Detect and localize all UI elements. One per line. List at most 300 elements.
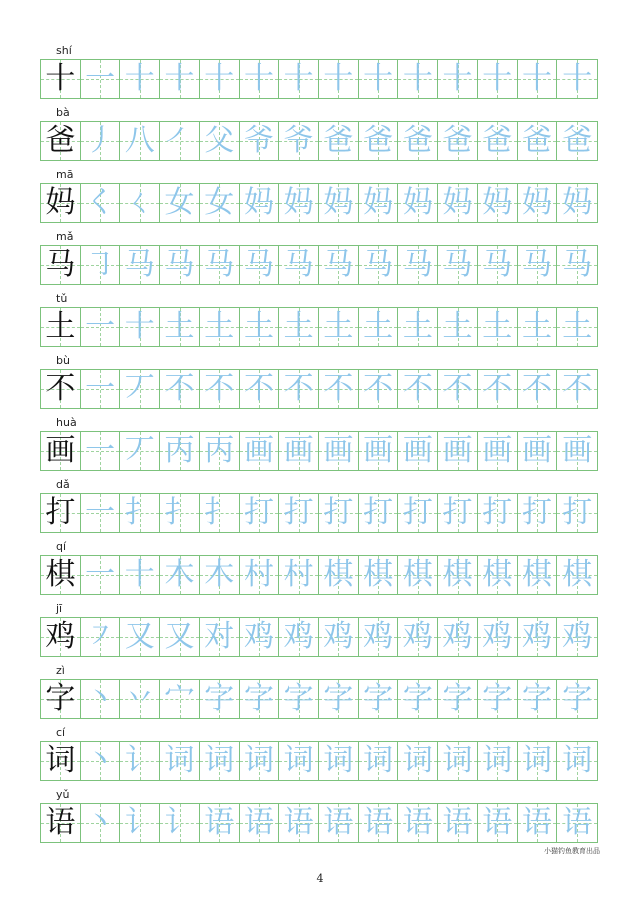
- trace-cell: [200, 184, 240, 222]
- trace-cell: [557, 184, 597, 222]
- stroke-order-character: 打: [402, 495, 433, 530]
- trace-cell: [359, 432, 399, 470]
- trace-cell: [478, 742, 518, 780]
- publisher-credit: 小猫钓鱼教育出品: [544, 847, 600, 855]
- trace-cell: [438, 184, 478, 222]
- trace-cell: [518, 804, 558, 842]
- model-cell: [41, 494, 81, 532]
- trace-cell: [200, 742, 240, 780]
- trace-cell: [279, 618, 319, 656]
- stroke-order-character: 丆: [124, 433, 155, 468]
- tianzige-grid: [40, 245, 598, 285]
- trace-cell: [438, 308, 478, 346]
- stroke-order-character: 讠: [164, 805, 195, 840]
- stroke-order-character: 棋: [323, 557, 354, 592]
- stroke-order-character: 女: [164, 185, 195, 220]
- trace-cell: [518, 742, 558, 780]
- trace-cell: [200, 494, 240, 532]
- stroke-order-character: 画: [521, 433, 552, 468]
- stroke-order-character: 打: [482, 495, 513, 530]
- stroke-order-character: 字: [323, 681, 354, 716]
- trace-cell: [478, 494, 518, 532]
- trace-cell: [240, 308, 280, 346]
- tianzige-grid: [40, 493, 598, 533]
- trace-cell: [557, 680, 597, 718]
- stroke-order-character: 十: [164, 61, 195, 96]
- stroke-order-character: 鸡: [243, 619, 274, 654]
- stroke-order-character: 打: [283, 495, 314, 530]
- tianzige-grid: [40, 679, 598, 719]
- stroke-order-character: 丶: [85, 743, 116, 778]
- trace-cell: [240, 60, 280, 98]
- trace-cell: [319, 308, 359, 346]
- trace-cell: [160, 60, 200, 98]
- stroke-order-character: 一: [85, 309, 116, 344]
- stroke-order-character: 妈: [363, 185, 394, 220]
- stroke-order-character: 村: [283, 557, 314, 592]
- trace-cell: [160, 370, 200, 408]
- stroke-order-character: 一: [85, 433, 116, 468]
- practice-row: [40, 292, 600, 350]
- stroke-order-character: 不: [521, 371, 552, 406]
- trace-cell: [319, 122, 359, 160]
- trace-cell: [160, 432, 200, 470]
- stroke-order-character: 棋: [402, 557, 433, 592]
- tianzige-grid: [40, 59, 598, 99]
- trace-cell: [518, 122, 558, 160]
- stroke-order-character: 词: [283, 743, 314, 778]
- trace-cell: [279, 742, 319, 780]
- stroke-order-character: 马: [363, 247, 394, 282]
- trace-cell: [81, 556, 121, 594]
- stroke-order-character: 妈: [521, 185, 552, 220]
- trace-cell: [120, 556, 160, 594]
- trace-cell: [359, 60, 399, 98]
- stroke-order-character: 语: [323, 805, 354, 840]
- trace-cell: [120, 680, 160, 718]
- stroke-order-character: 十: [323, 61, 354, 96]
- stroke-order-character: 打: [442, 495, 473, 530]
- stroke-order-character: 十: [482, 61, 513, 96]
- stroke-order-character: 画: [323, 433, 354, 468]
- trace-cell: [200, 308, 240, 346]
- trace-cell: [478, 804, 518, 842]
- pinyin-label: huà: [56, 416, 77, 429]
- stroke-order-character: 土: [562, 309, 593, 344]
- trace-cell: [160, 680, 200, 718]
- practice-row: [40, 44, 600, 102]
- tianzige-grid: [40, 555, 598, 595]
- trace-cell: [81, 804, 121, 842]
- trace-cell: [557, 308, 597, 346]
- trace-cell: [398, 246, 438, 284]
- practice-row: [40, 230, 600, 288]
- trace-cell: [398, 618, 438, 656]
- trace-cell: [279, 184, 319, 222]
- stroke-order-character: 妈: [562, 185, 593, 220]
- trace-cell: [279, 680, 319, 718]
- trace-cell: [120, 122, 160, 160]
- stroke-order-character: 不: [164, 371, 195, 406]
- stroke-order-character: ㇇: [85, 619, 116, 654]
- tianzige-grid: [40, 307, 598, 347]
- stroke-order-character: 父: [204, 123, 235, 158]
- trace-cell: [319, 494, 359, 532]
- trace-cell: [438, 618, 478, 656]
- trace-cell: [518, 494, 558, 532]
- stroke-order-character: 字: [204, 681, 235, 716]
- trace-cell: [478, 680, 518, 718]
- trace-cell: [359, 742, 399, 780]
- stroke-order-character: 十: [124, 61, 155, 96]
- stroke-order-character: 土: [521, 309, 552, 344]
- trace-cell: [518, 60, 558, 98]
- trace-cell: [438, 122, 478, 160]
- trace-cell: [438, 804, 478, 842]
- stroke-order-character: 字: [402, 681, 433, 716]
- stroke-order-character: 不: [442, 371, 473, 406]
- stroke-order-character: 村: [243, 557, 274, 592]
- trace-cell: [120, 370, 160, 408]
- stroke-order-character: 爸: [363, 123, 394, 158]
- stroke-order-character: 妈: [482, 185, 513, 220]
- stroke-order-character: 八: [124, 123, 155, 158]
- pinyin-label: jī: [56, 602, 63, 615]
- trace-cell: [240, 370, 280, 408]
- stroke-order-character: 棋: [482, 557, 513, 592]
- stroke-order-character: 不: [562, 371, 593, 406]
- trace-cell: [160, 184, 200, 222]
- model-character: 妈: [45, 185, 76, 220]
- trace-cell: [518, 556, 558, 594]
- trace-cell: [279, 804, 319, 842]
- stroke-order-character: ㇒: [164, 123, 195, 158]
- trace-cell: [200, 246, 240, 284]
- trace-cell: [81, 680, 121, 718]
- practice-row: [40, 726, 600, 784]
- stroke-order-character: 又: [164, 619, 195, 654]
- stroke-order-character: 对: [204, 619, 235, 654]
- trace-cell: [160, 804, 200, 842]
- stroke-order-character: 不: [402, 371, 433, 406]
- tianzige-grid: [40, 803, 598, 843]
- trace-cell: [557, 122, 597, 160]
- stroke-order-character: 马: [164, 247, 195, 282]
- stroke-order-character: 十: [243, 61, 274, 96]
- stroke-order-character: 词: [562, 743, 593, 778]
- trace-cell: [200, 122, 240, 160]
- stroke-order-character: 妈: [243, 185, 274, 220]
- pinyin-label: dǎ: [56, 478, 70, 491]
- trace-cell: [319, 246, 359, 284]
- stroke-order-character: 字: [562, 681, 593, 716]
- trace-cell: [438, 246, 478, 284]
- trace-cell: [81, 618, 121, 656]
- trace-cell: [120, 60, 160, 98]
- trace-cell: [557, 246, 597, 284]
- stroke-order-character: 妈: [402, 185, 433, 220]
- trace-cell: [240, 246, 280, 284]
- stroke-order-character: 丶: [85, 805, 116, 840]
- trace-cell: [240, 618, 280, 656]
- model-cell: [41, 618, 81, 656]
- trace-cell: [319, 742, 359, 780]
- stroke-order-character: 字: [521, 681, 552, 716]
- stroke-order-character: 鸡: [283, 619, 314, 654]
- stroke-order-character: 语: [482, 805, 513, 840]
- model-cell: [41, 60, 81, 98]
- trace-cell: [518, 246, 558, 284]
- stroke-order-character: 扌: [164, 495, 195, 530]
- stroke-order-character: 字: [363, 681, 394, 716]
- trace-cell: [478, 246, 518, 284]
- model-cell: [41, 804, 81, 842]
- stroke-order-character: 语: [521, 805, 552, 840]
- trace-cell: [81, 494, 121, 532]
- stroke-order-character: 扌: [124, 495, 155, 530]
- stroke-order-character: 打: [521, 495, 552, 530]
- trace-cell: [557, 742, 597, 780]
- trace-cell: [518, 432, 558, 470]
- stroke-order-character: 又: [124, 619, 155, 654]
- trace-cell: [240, 680, 280, 718]
- model-character: 画: [45, 433, 76, 468]
- stroke-order-character: 棋: [521, 557, 552, 592]
- stroke-order-character: 讠: [124, 743, 155, 778]
- stroke-order-character: 土: [283, 309, 314, 344]
- trace-cell: [240, 432, 280, 470]
- trace-cell: [478, 184, 518, 222]
- stroke-order-character: 语: [562, 805, 593, 840]
- trace-cell: [200, 370, 240, 408]
- model-character: 棋: [45, 557, 76, 592]
- stroke-order-character: 十: [442, 61, 473, 96]
- stroke-order-character: 丷: [124, 681, 155, 716]
- trace-cell: [398, 370, 438, 408]
- stroke-order-character: 马: [521, 247, 552, 282]
- trace-cell: [240, 742, 280, 780]
- tianzige-grid: [40, 121, 598, 161]
- trace-cell: [120, 742, 160, 780]
- trace-cell: [359, 122, 399, 160]
- trace-cell: [200, 556, 240, 594]
- trace-cell: [557, 60, 597, 98]
- stroke-order-character: 语: [363, 805, 394, 840]
- trace-cell: [438, 556, 478, 594]
- stroke-order-character: 爸: [521, 123, 552, 158]
- trace-cell: [438, 742, 478, 780]
- stroke-order-character: 词: [164, 743, 195, 778]
- trace-cell: [160, 494, 200, 532]
- trace-cell: [359, 308, 399, 346]
- stroke-order-character: 字: [482, 681, 513, 716]
- stroke-order-character: 画: [283, 433, 314, 468]
- trace-cell: [557, 804, 597, 842]
- trace-cell: [518, 184, 558, 222]
- stroke-order-character: 马: [402, 247, 433, 282]
- model-character: 词: [45, 743, 76, 778]
- stroke-order-character: 女: [204, 185, 235, 220]
- model-character: 十: [45, 61, 76, 96]
- stroke-order-character: 棋: [562, 557, 593, 592]
- stroke-order-character: 土: [363, 309, 394, 344]
- trace-cell: [120, 308, 160, 346]
- stroke-order-character: 十: [402, 61, 433, 96]
- stroke-order-character: 词: [482, 743, 513, 778]
- trace-cell: [200, 618, 240, 656]
- trace-cell: [557, 618, 597, 656]
- stroke-order-character: ㄑ: [124, 185, 155, 220]
- trace-cell: [81, 122, 121, 160]
- stroke-order-character: 鸡: [521, 619, 552, 654]
- trace-cell: [557, 494, 597, 532]
- stroke-order-character: 语: [204, 805, 235, 840]
- trace-cell: [518, 308, 558, 346]
- stroke-order-character: 爸: [442, 123, 473, 158]
- stroke-order-character: 木: [204, 557, 235, 592]
- page-number: 4: [316, 872, 324, 885]
- trace-cell: [240, 184, 280, 222]
- trace-cell: [319, 184, 359, 222]
- trace-cell: [398, 804, 438, 842]
- stroke-order-character: 十: [204, 61, 235, 96]
- practice-row: [40, 354, 600, 412]
- trace-cell: [120, 184, 160, 222]
- stroke-order-character: 词: [402, 743, 433, 778]
- trace-cell: [478, 308, 518, 346]
- trace-cell: [279, 308, 319, 346]
- trace-cell: [200, 680, 240, 718]
- trace-cell: [478, 60, 518, 98]
- trace-cell: [398, 432, 438, 470]
- stroke-order-character: 词: [442, 743, 473, 778]
- stroke-order-character: 十: [363, 61, 394, 96]
- trace-cell: [81, 246, 121, 284]
- trace-cell: [398, 680, 438, 718]
- stroke-order-character: 打: [243, 495, 274, 530]
- stroke-order-character: 木: [164, 557, 195, 592]
- stroke-order-character: 语: [442, 805, 473, 840]
- stroke-order-character: 词: [521, 743, 552, 778]
- stroke-order-character: 土: [323, 309, 354, 344]
- stroke-order-character: 字: [243, 681, 274, 716]
- trace-cell: [81, 308, 121, 346]
- trace-cell: [240, 122, 280, 160]
- trace-cell: [120, 494, 160, 532]
- stroke-order-character: 不: [482, 371, 513, 406]
- model-character: 字: [45, 681, 76, 716]
- trace-cell: [557, 556, 597, 594]
- stroke-order-character: 画: [243, 433, 274, 468]
- stroke-order-character: 爸: [402, 123, 433, 158]
- stroke-order-character: 妈: [442, 185, 473, 220]
- stroke-order-character: 画: [562, 433, 593, 468]
- trace-cell: [398, 308, 438, 346]
- trace-cell: [240, 804, 280, 842]
- stroke-order-character: 爸: [323, 123, 354, 158]
- trace-cell: [279, 432, 319, 470]
- practice-row: [40, 106, 600, 164]
- stroke-order-character: 不: [243, 371, 274, 406]
- stroke-order-character: 土: [442, 309, 473, 344]
- trace-cell: [160, 308, 200, 346]
- trace-cell: [398, 494, 438, 532]
- trace-cell: [120, 618, 160, 656]
- trace-cell: [81, 60, 121, 98]
- tianzige-grid: [40, 431, 598, 471]
- trace-cell: [81, 432, 121, 470]
- trace-cell: [359, 804, 399, 842]
- model-cell: [41, 184, 81, 222]
- stroke-order-character: 妈: [283, 185, 314, 220]
- practice-row: [40, 664, 600, 722]
- trace-cell: [279, 60, 319, 98]
- trace-cell: [319, 432, 359, 470]
- trace-cell: [279, 122, 319, 160]
- trace-cell: [518, 370, 558, 408]
- practice-row: [40, 416, 600, 474]
- model-character: 打: [45, 495, 76, 530]
- stroke-order-character: 一: [85, 557, 116, 592]
- pinyin-label: yǔ: [56, 788, 70, 801]
- stroke-order-character: 爷: [243, 123, 274, 158]
- trace-cell: [319, 618, 359, 656]
- stroke-order-character: 丙: [204, 433, 235, 468]
- stroke-order-character: 妈: [323, 185, 354, 220]
- trace-cell: [120, 246, 160, 284]
- stroke-order-character: 不: [204, 371, 235, 406]
- stroke-order-character: 十: [521, 61, 552, 96]
- trace-cell: [478, 556, 518, 594]
- trace-cell: [438, 494, 478, 532]
- practice-row: [40, 788, 600, 846]
- stroke-order-character: 鸡: [402, 619, 433, 654]
- stroke-order-character: 鸡: [442, 619, 473, 654]
- model-character: 马: [45, 247, 76, 282]
- pinyin-label: mā: [56, 168, 74, 181]
- stroke-order-character: 鸡: [363, 619, 394, 654]
- stroke-order-character: 打: [562, 495, 593, 530]
- stroke-order-character: 爷: [283, 123, 314, 158]
- pinyin-label: cí: [56, 726, 66, 739]
- pinyin-label: shí: [56, 44, 72, 57]
- model-character: 鸡: [45, 619, 76, 654]
- trace-cell: [398, 184, 438, 222]
- model-character: 不: [45, 371, 76, 406]
- stroke-order-character: 土: [402, 309, 433, 344]
- pinyin-label: zì: [56, 664, 65, 677]
- trace-cell: [160, 122, 200, 160]
- stroke-order-character: 爸: [562, 123, 593, 158]
- tianzige-grid: [40, 617, 598, 657]
- pinyin-label: bù: [56, 354, 70, 367]
- stroke-order-character: 语: [243, 805, 274, 840]
- stroke-order-character: 一: [85, 61, 116, 96]
- trace-cell: [398, 742, 438, 780]
- trace-cell: [359, 184, 399, 222]
- trace-cell: [120, 432, 160, 470]
- stroke-order-character: 画: [442, 433, 473, 468]
- stroke-order-character: 马: [124, 247, 155, 282]
- stroke-order-character: 十: [124, 309, 155, 344]
- trace-cell: [398, 556, 438, 594]
- stroke-order-character: 打: [323, 495, 354, 530]
- trace-cell: [160, 246, 200, 284]
- stroke-order-character: 打: [363, 495, 394, 530]
- trace-cell: [438, 60, 478, 98]
- trace-cell: [81, 742, 121, 780]
- trace-cell: [438, 432, 478, 470]
